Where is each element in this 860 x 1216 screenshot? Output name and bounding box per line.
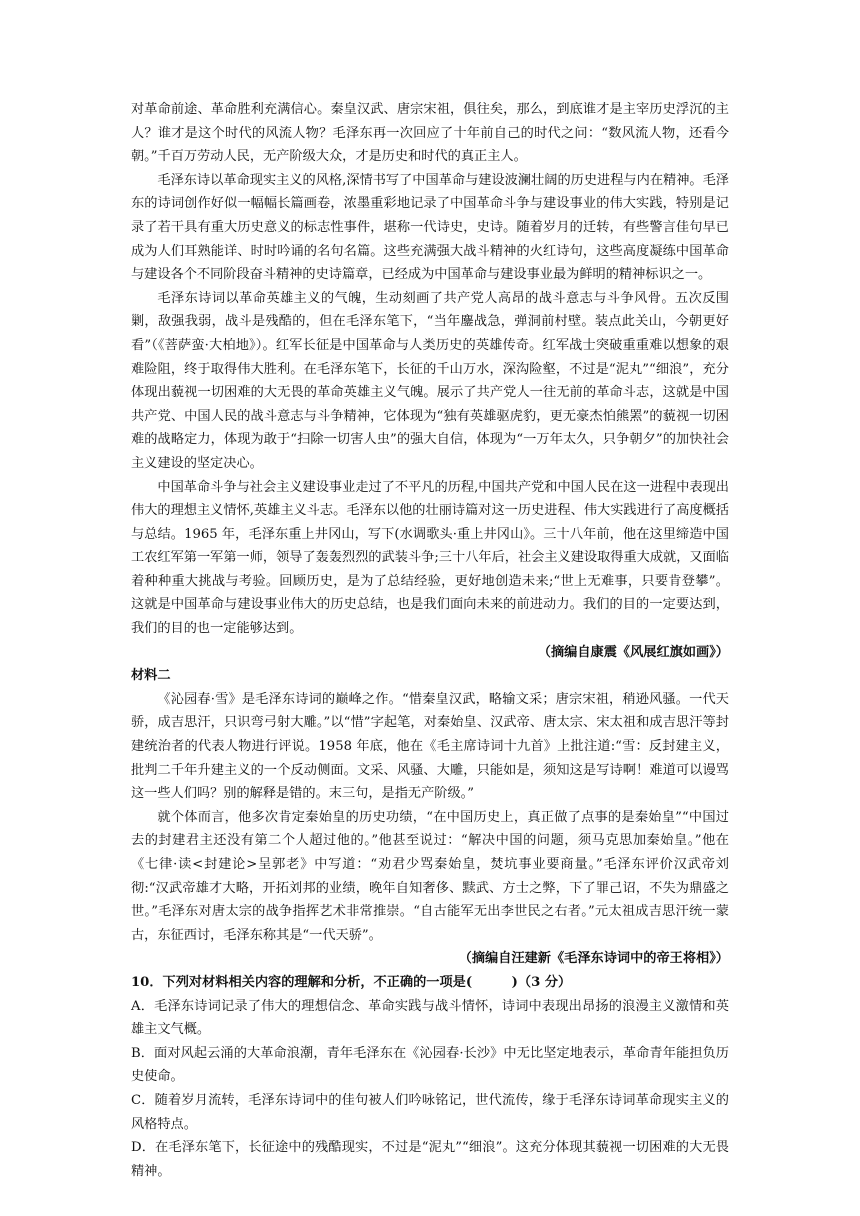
material1-paragraph-4: 中国革命斗争与社会主义建设事业走过了不平凡的历程,中国共产党和中国人民在这一进程中表现出伟大的理想主义情怀,英雄主义斗志。毛泽东以他的壮丽诗篇对这一历史进程、伟大实践进行了高度概括与总结。1965 年，毛泽东重上井冈山，写下(水调歌头·重上井冈山》。三十八年前，他在这里缔造中国工农红军第一军第一师，领导了轰轰烈烈的武装斗争;三十八年后，社会主义建设取得重大成就，又面临着种种重大挑战与考验。回顾历史，是为了总结经验，更好地创造未来;“世上无难事，只要肯登攀”。这就是中国革命与建设事业伟大的历史总结，也是我们面向未来的前进动力。我们的目的一定要达到，我们的目的也一定能够达到。 [131, 479, 729, 637]
material1-paragraph-3: 毛泽东诗词以革命英雄主义的气魄，生动刻画了共产党人高昂的战斗意志与斗争风骨。五次反围剿，敌强我弱，战斗是残酷的，但在毛泽东笔下，“当年鏖战急，弹洞前村壁。装点此关山，今朝更好看”（《菩萨蛮·大柏地》）。红军长征是中国革命与人类历史的英雄传奇。红军战士突破重重难以想象的艰难险阻，终于取得伟大胜利。在毛泽东笔下，长征的千山万水，深沟险壑，不过是“泥丸”“细浪”，充分体现出藐视一切困难的大无畏的革命英雄主义气魄。展示了共产党人一往无前的革命斗志，这就是中国共产党、中国人民的战斗意志与斗争精神，它体现为“独有英雄驱虎豹，更无豪杰怕熊罴”的藐视一切困难的战略定力，体现为敢于“扫除一切害人虫”的强大自信，体现为“一万年太久，只争朝夕”的加快社会主义建设的坚定决心。 [131, 290, 729, 471]
option-b: B．面对风起云涌的大革命浪潮，青年毛泽东在《沁园春·长沙》中无比坚定地表示，革命青年能担负历史使命。 [131, 1045, 729, 1085]
material2-paragraph-2: 就个体而言，他多次肯定秦始皇的历史功绩，“在中国历史上，真正做了点事的是秦始皇”“中国过去的封建君主还没有第二个人超过他的。”他甚至说过：“解决中国的问题，须马克思加秦始皇。”他在《七律·读<封建论>呈郭老》中写道：“劝君少骂秦始皇，焚坑事业要商量。”毛泽东评价汉武帝刘彻:“汉武帝雄才大略，开拓刘邦的业绩，晚年自知奢侈、黩武、方士之弊，下了罪己诏，不失为鼎盛之世。”毛泽东对唐太宗的战争指挥艺术非常推崇。“自古能军无出李世民之右者。”元太祖成吉思汗统一蒙古，东征西讨，毛泽东称其是“一代天骄”。 [131, 809, 729, 943]
material1-paragraph-1: 对革命前途、革命胜利充满信心。秦皇汉武、唐宗宋祖，俱往矣，那么，到底谁才是主宰历史浮沉的主人？谁才是这个时代的风流人物？毛泽东再一次回应了十年前自己的时代之问：“数风流人物，还看今朝。”千百万劳动人民，无产阶级大众，才是历史和时代的真正主人。 [131, 102, 729, 165]
document-page [131, 98, 729, 1183]
option-d: D．在毛泽东笔下，长征途中的残酷现实，不过是“泥丸”“细浪”。这充分体现其藐视一切困难的大无畏精神。 [131, 1140, 729, 1179]
material2-heading: 材料二 [131, 668, 171, 684]
option-c: C．随着岁月流转，毛泽东诗词中的佳句被人们吟咏铭记，世代流传，缘于毛泽东诗词革命现实主义的风格特点。 [131, 1092, 729, 1132]
material1-source: （摘编自康震《风展红旗如画》） [537, 644, 729, 660]
material2-source: （摘编自汪建新《毛泽东诗词中的帝王将相》） [458, 951, 729, 967]
material1-paragraph-2: 毛泽东诗以革命现实主义的风格,深情书写了中国革命与建设波澜壮阔的历史进程与内在精神。毛泽东的诗词创作好似一幅幅长篇画卷，浓墨重彩地记录了中国革命斗争与建设事业的伟大实践，特别是记录了若干具有重大历史意义的标志性事件，堪称一代诗史，史诗。随着岁月的迁转，有些警言佳句早已成为人们耳熟能详、时时吟诵的名句名篇。这些充满强大战斗精神的火红诗句，这些高度凝练中国革命与建设各个不同阶段奋斗精神的史诗篇章，已经成为中国革命与建设事业最为鲜明的精神标识之一。 [131, 172, 729, 283]
material2-paragraph-1: 《沁园春·雪》是毛泽东诗词的巅峰之作。“惜秦皇汉武，略输文采；唐宗宋祖，稍逊风骚。一代天骄，成吉思汗，只识弯弓射大雕。”以“惜”字起笔，对秦始皇、汉武帝、唐太宗、宋太祖和成吉思汗等封建统治者的代表人物进行评说。1958 年底，他在《毛主席诗词十九首》上批注道:“雪：反封建主义，批判二千年升建主义的一个反动侧面。文采、风骚、大雕，只能如是，须知这是写诗啊！难道可以谩骂这一些人们吗？别的解释是错的。末三句，是指无产阶级。” [131, 691, 729, 802]
question-stem: 10．下列对材料相关内容的理解和分析，不正确的一项是( )（3 分） [131, 974, 572, 990]
option-a: A．毛泽东诗词记录了伟大的理想信念、革命实践与战斗情怀，诗词中表现出昂扬的浪漫主义激情和英雄主文气概。 [131, 998, 729, 1038]
